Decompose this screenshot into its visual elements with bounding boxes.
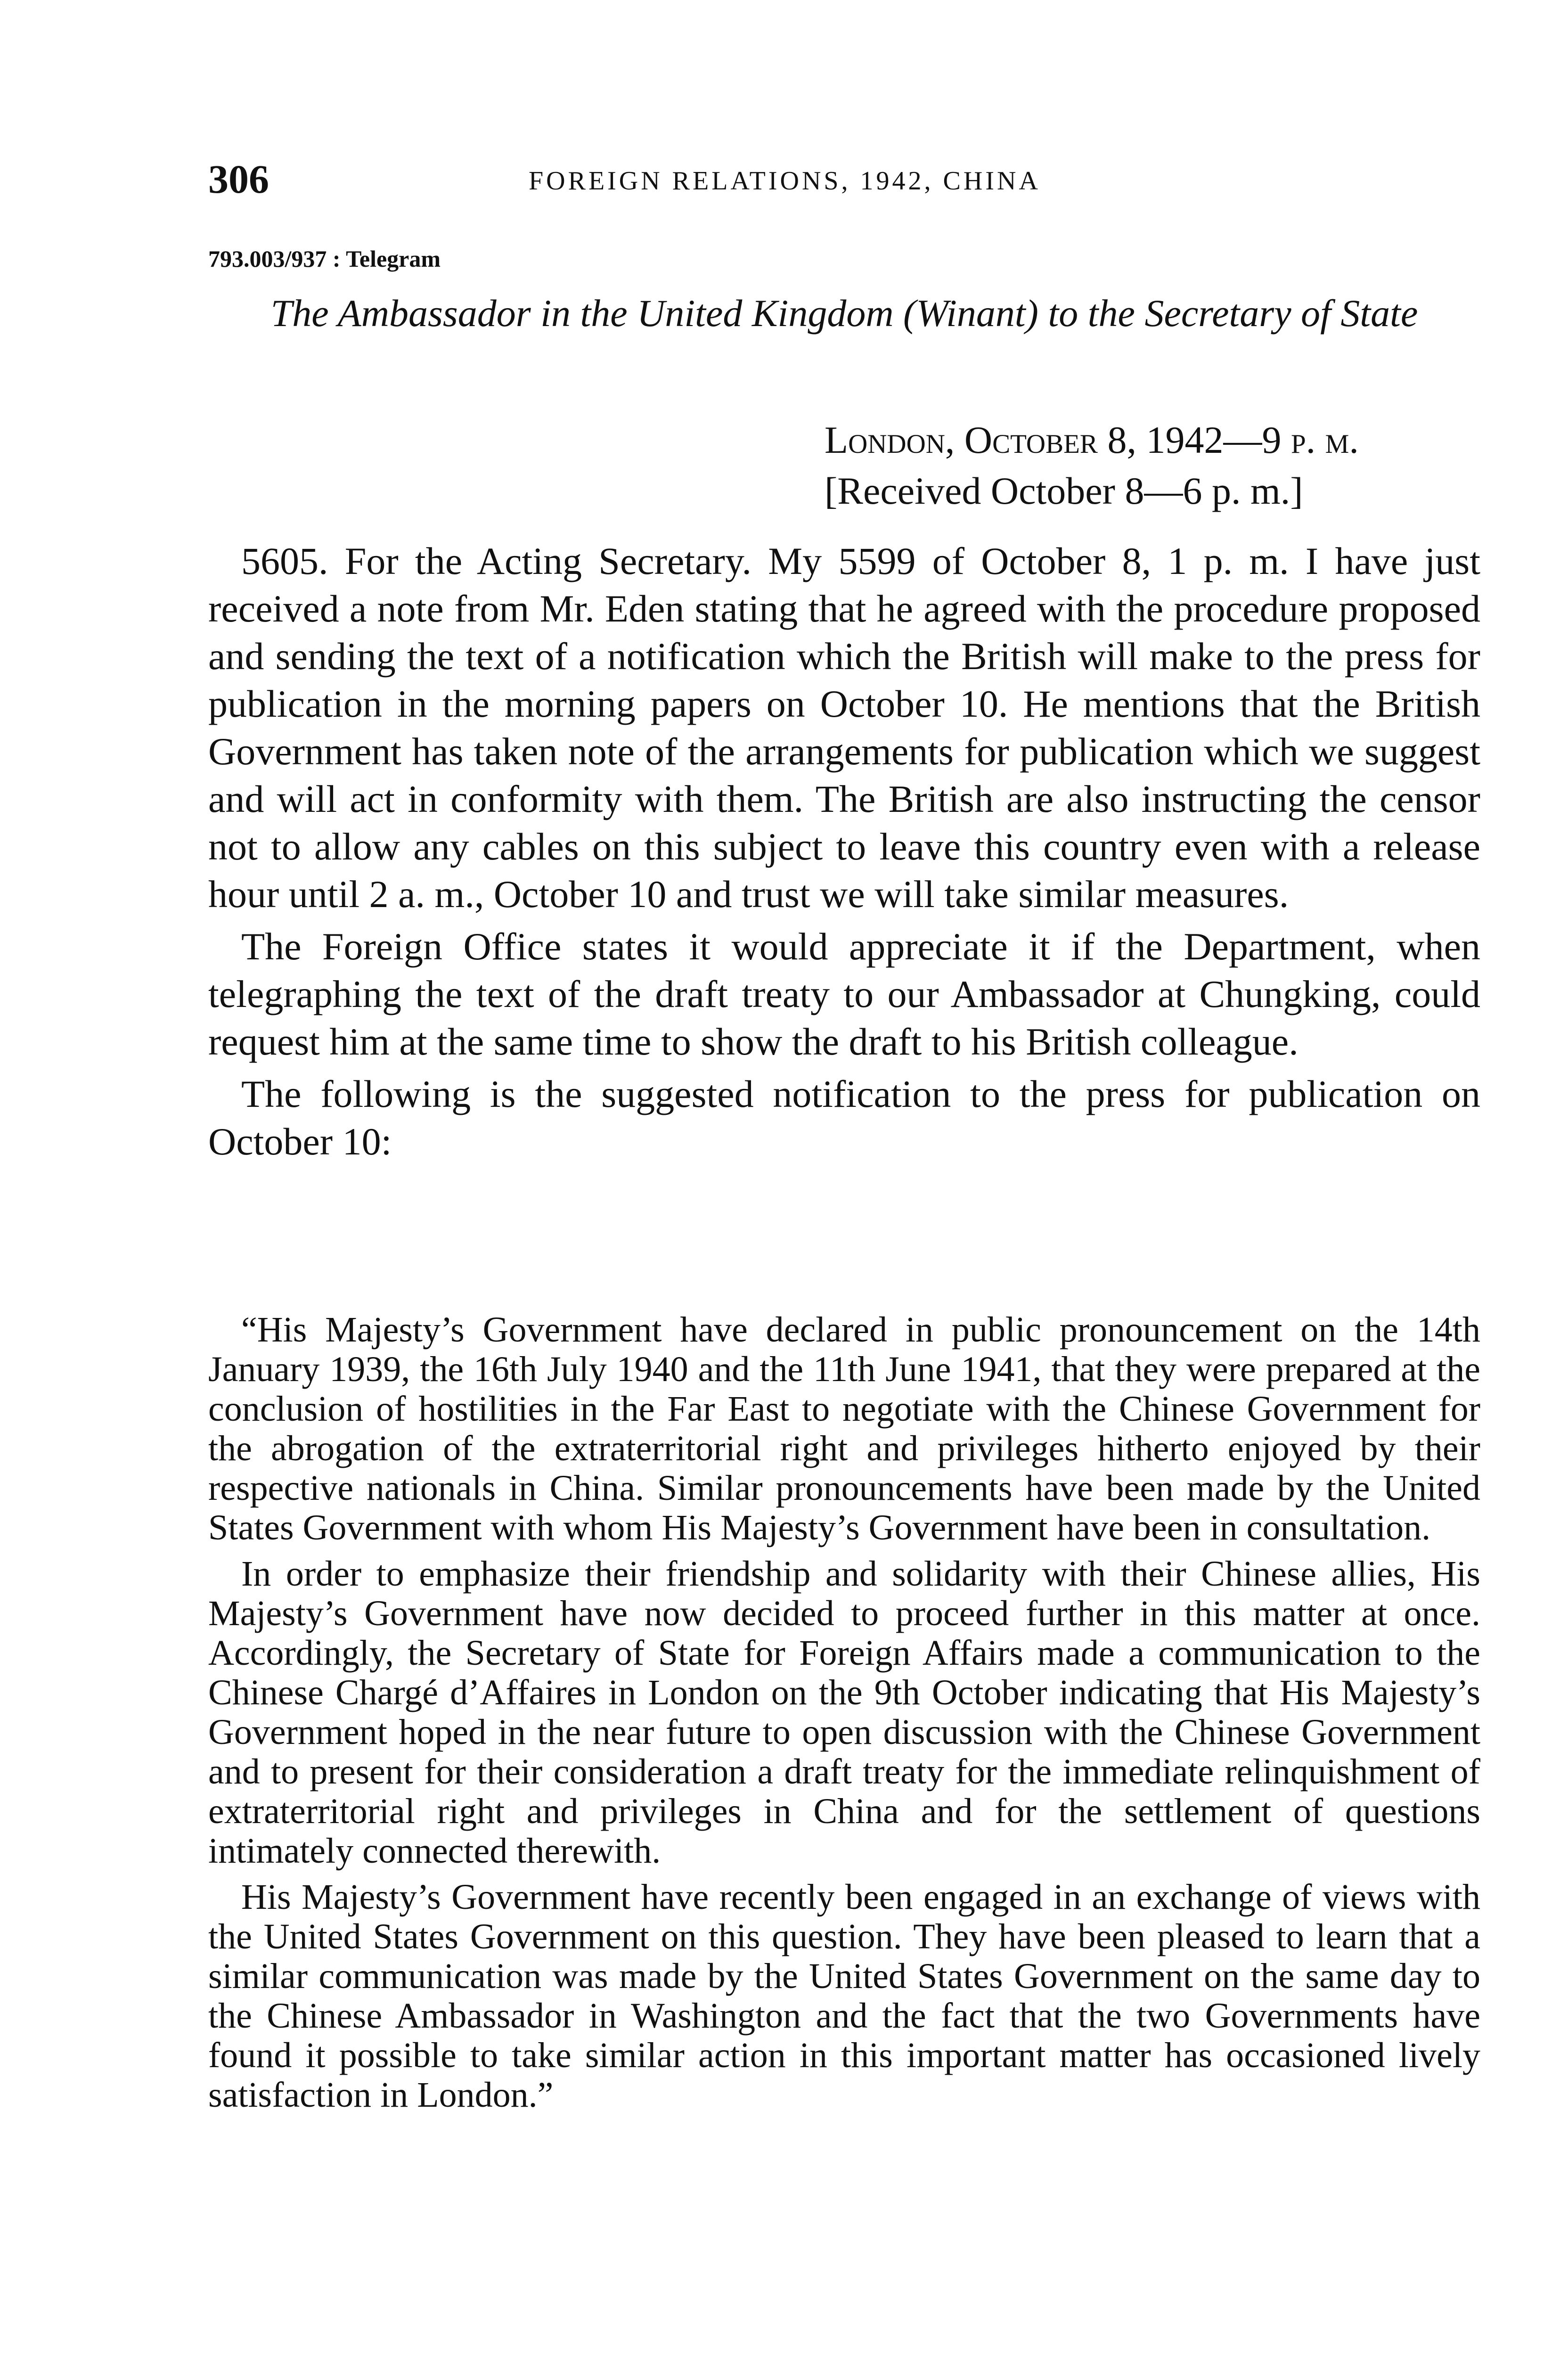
- telegram-body: [208, 537, 1480, 1170]
- body-paragraph: 5605. For the Acting Secretary. My 5599 of October 8, 1 p. m. I have just received a note from Mr. Eden stating that he agreed with the procedure proposed and sending the text of a notification which the British will make to the press for publication in the morning papers on October 10. He mentions that the British Government has taken note of the arrangements for publication which we suggest and will act in conformity with them. The British are also instructing the censor not to allow any cables on this subject to leave this country even with a release hour until 2 a. m., October 10 and trust we will take similar measures.: [208, 540, 1480, 916]
- dateline-place-date: London, October 8, 1942—9 p. m.: [825, 418, 1359, 461]
- dateline-received: [Received October 8—6 p. m.]: [825, 469, 1303, 512]
- file-reference: 793.003/937 : Telegram: [208, 245, 441, 272]
- quote-paragraph: His Majesty’s Government have recently been engaged in an exchange of views with the United States Government on this question. They have been pleased to learn that a similar communication was made by the United States Government on the same day to the Chinese Ambassador in Washington and the fact that the two Governments have found it possible to take similar action in this important matter has occasioned lively satisfaction in London.”: [208, 1877, 1480, 2115]
- body-paragraph: The Foreign Office states it would appreciate it if the Department, when telegraphing the text of the draft treaty to our Ambassador at Chungking, could request him at the same time to show the draft to his British colleague.: [208, 925, 1480, 1063]
- dateline: [825, 415, 1484, 516]
- body-paragraph: The following is the suggested notification to the press for publication on October 10:: [208, 1072, 1480, 1163]
- page-number: 306: [208, 156, 269, 202]
- quote-paragraph: In order to emphasize their friendship and solidarity with their Chinese allies, His Majesty’s Government have now decided to proceed further in this matter at once. Accordingly, the Secretary of State for Foreign Affairs made a communication to the Chinese Chargé d’Affaires in London on the 9th October indicating that His Majesty’s Government hoped in the near future to open discussion with the Chinese Government and to present for their consideration a draft treaty for the immediate relinquishment of extraterritorial right and privileges in China and for the settlement of questions intimately connected therewith.: [208, 1554, 1480, 1871]
- press-notification-quote: [208, 1310, 1480, 2121]
- quote-paragraph: “His Majesty’s Government have declared in public pronouncement on the 14th January 1939, the 16th July 1940 and the 11th June 1941, that they were prepared at the conclusion of hostilities in the Far East to negotiate with the Chinese Government for the abrogation of the extraterritorial right and privileges hitherto enjoyed by their respective nationals in China. Similar pronouncements have been made by the United States Government with whom His Majesty’s Government have been in consultation.: [208, 1310, 1480, 1547]
- running-title: FOREIGN RELATIONS, 1942, CHINA: [529, 166, 1041, 196]
- document-title: The Ambassador in the United Kingdom (Winant) to the Secretary of State: [270, 292, 1418, 335]
- page-header: [208, 155, 1480, 207]
